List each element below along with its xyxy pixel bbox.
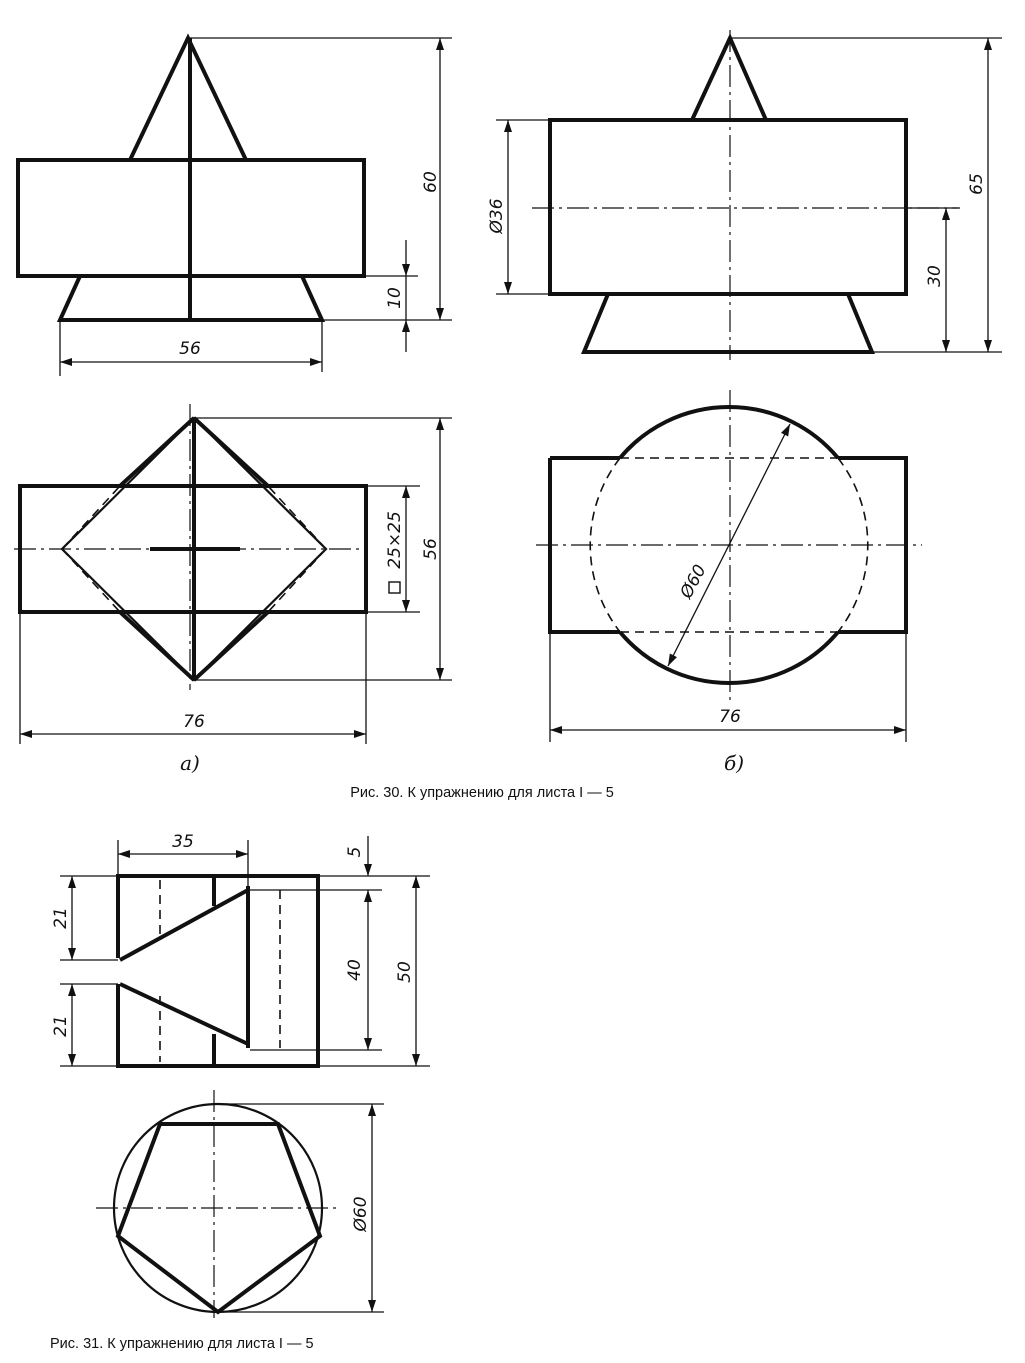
dim-60-label: 60: [421, 171, 441, 193]
dim-56-label: 56: [179, 339, 201, 359]
dim-5-label: 5: [345, 846, 365, 858]
subfigure-a-label: а): [180, 751, 200, 775]
diamond-edge: [194, 418, 268, 486]
dim-65-label: 65: [967, 173, 987, 195]
dim-d60b-label: Ø60: [351, 1196, 371, 1232]
fig31-top-view: [96, 1090, 384, 1318]
dim-d60-label: Ø60: [676, 561, 711, 602]
fig30b-front-view: [487, 30, 1002, 360]
diamond-edge: [120, 612, 194, 680]
cylinder-body: [550, 120, 906, 294]
dim-10-label: 10: [385, 287, 405, 309]
subfigure-b-label: б): [723, 751, 745, 775]
diamond-edge: [120, 418, 194, 486]
fig30b-top-view: [536, 390, 922, 775]
dim-40-label: 40: [345, 959, 365, 981]
fig30a-top-view: [14, 404, 452, 775]
sphere-outline-visible: [620, 632, 838, 683]
figure30-caption: Рис. 30. К упражнению для листа I — 5: [350, 785, 614, 801]
fig30a-front-view: [18, 38, 452, 376]
base-frustum: [584, 294, 872, 352]
fig31-front-view: [51, 832, 430, 1066]
dim-21b-label: 21: [51, 1015, 71, 1037]
figure31-caption: Рис. 31. К упражнению для листа I — 5: [50, 1336, 314, 1352]
dim-56v-label: 56: [421, 538, 441, 560]
cone-generator: [120, 984, 248, 1044]
dim-35-label: 35: [172, 832, 194, 852]
sphere-outline-visible: [620, 407, 838, 458]
dim-d36-label: Ø36: [487, 198, 507, 234]
square-symbol-icon: [389, 582, 400, 593]
dim-30-label: 30: [925, 265, 945, 287]
diamond-edge: [194, 612, 268, 680]
dim-25x25-label: 25×25: [385, 511, 405, 569]
dim-21a-label: 21: [51, 907, 71, 929]
dim-76b-label: 76: [719, 707, 741, 727]
cone-top-outline: [692, 38, 766, 120]
cone-generator: [120, 890, 248, 960]
slot-gap: [114, 958, 126, 984]
dim-76-label: 76: [183, 712, 205, 732]
dim-50-label: 50: [395, 961, 415, 983]
